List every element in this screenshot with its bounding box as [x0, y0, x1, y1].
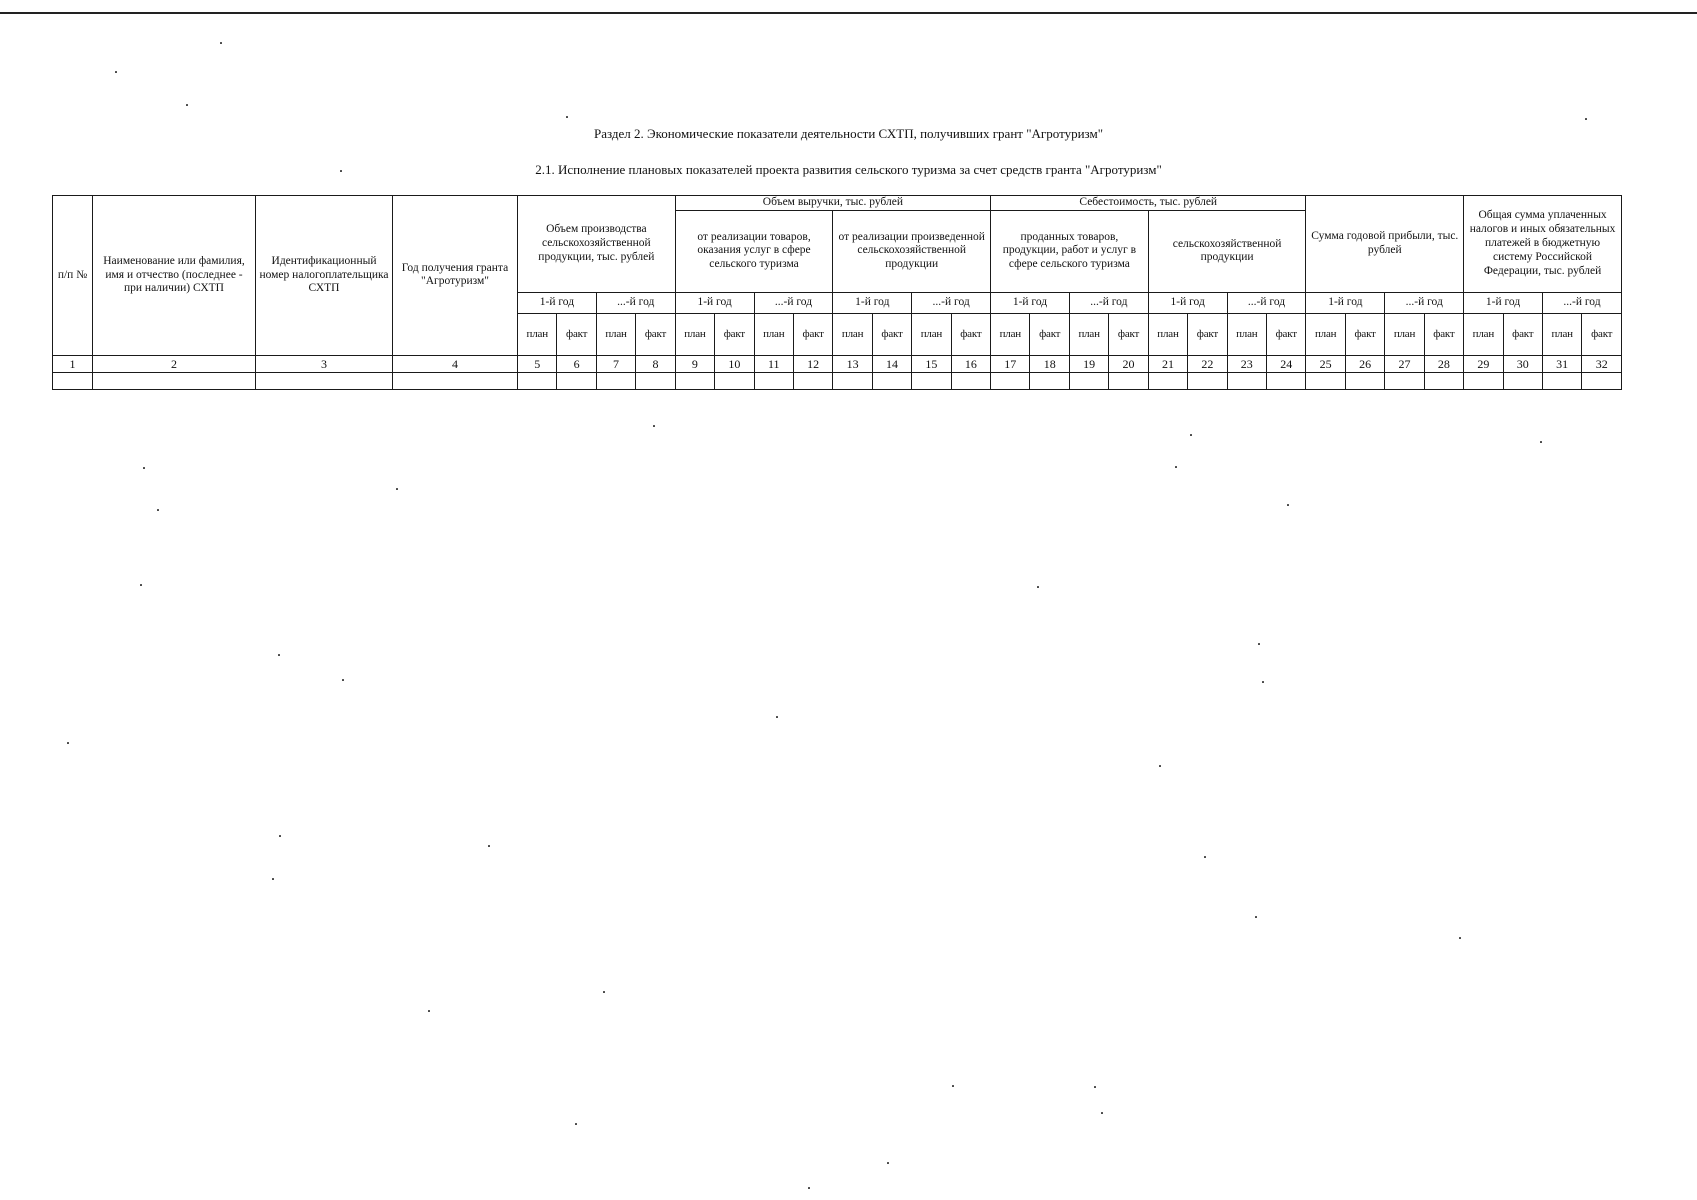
- scan-speck: [1585, 118, 1587, 120]
- header-cost-tourism: проданных товаров, продукции, работ и услуг в сфере сельского туризма: [991, 210, 1149, 292]
- column-number-cell: 27: [1385, 355, 1424, 372]
- plan-fact-cell: план: [912, 313, 951, 355]
- year-cell: 1-й год: [518, 292, 597, 313]
- year-cell: ...-й год: [1542, 292, 1621, 313]
- scan-speck: [653, 425, 655, 427]
- empty-cell: [715, 372, 754, 389]
- column-number-cell: 6: [557, 355, 596, 372]
- header-production-volume: Объем производства сельскохозяйственной продукции, тыс. рублей: [518, 196, 676, 293]
- scan-speck: [1101, 1112, 1103, 1114]
- plan-fact-cell: факт: [1267, 313, 1306, 355]
- header-col-inn: Идентификационный номер налогоплательщика СХТП: [256, 196, 393, 356]
- scan-speck: [1459, 937, 1461, 939]
- empty-cell: [793, 372, 832, 389]
- scan-speck: [1540, 441, 1542, 443]
- scan-speck: [1037, 586, 1039, 588]
- plan-fact-cell: план: [833, 313, 872, 355]
- plan-fact-cell: факт: [1345, 313, 1384, 355]
- plan-fact-cell: план: [991, 313, 1030, 355]
- section-title: Раздел 2. Экономические показатели деятельности СХТП, получивших грант "Агротуризм": [593, 126, 1104, 141]
- plan-fact-cell: план: [518, 313, 557, 355]
- plan-fact-cell: план: [1227, 313, 1266, 355]
- column-number-cell: 13: [833, 355, 872, 372]
- empty-cell: [557, 372, 596, 389]
- empty-cell: [1188, 372, 1227, 389]
- scan-speck: [776, 716, 778, 718]
- column-number-cell: 30: [1503, 355, 1542, 372]
- empty-cell: [1464, 372, 1503, 389]
- empty-cell: [991, 372, 1030, 389]
- scan-speck: [808, 1187, 810, 1189]
- empty-cell: [93, 372, 256, 389]
- column-number-cell: 16: [951, 355, 990, 372]
- scan-speck: [603, 991, 605, 993]
- plan-fact-cell: факт: [715, 313, 754, 355]
- header-taxes-total: Общая сумма уплаченных налогов и иных обязательных платежей в бюджетную систему Российской Федерации, тыс. рублей: [1464, 196, 1622, 293]
- header-col-name: Наименование или фамилия, имя и отчество (последнее - при наличии) СХТП: [93, 196, 256, 356]
- plan-fact-cell: план: [1148, 313, 1187, 355]
- scan-speck: [1190, 434, 1192, 436]
- scan-speck: [575, 1123, 577, 1125]
- empty-cell: [596, 372, 635, 389]
- scan-speck: [428, 1010, 430, 1012]
- plan-fact-cell: факт: [951, 313, 990, 355]
- report-table: [52, 195, 1622, 390]
- column-number-cell: 2: [93, 355, 256, 372]
- year-cell: ...-й год: [1227, 292, 1306, 313]
- subsection-title: 2.1. Исполнение плановых показателей проекта развития сельского туризма за счет средств гранта "Агротуризм": [535, 162, 1162, 177]
- scan-speck: [272, 878, 274, 880]
- plan-fact-cell: факт: [557, 313, 596, 355]
- scan-speck: [140, 584, 142, 586]
- empty-cell: [393, 372, 518, 389]
- empty-cell: [518, 372, 557, 389]
- scan-speck: [342, 679, 344, 681]
- plan-fact-cell: план: [1069, 313, 1108, 355]
- empty-data-row: [53, 372, 1622, 389]
- empty-cell: [256, 372, 393, 389]
- empty-cell: [1148, 372, 1187, 389]
- header-cost: Себестоимость, тыс. рублей: [991, 196, 1306, 211]
- scan-speck: [1159, 765, 1161, 767]
- empty-cell: [1385, 372, 1424, 389]
- column-number-cell: 20: [1109, 355, 1148, 372]
- plan-fact-cell: факт: [872, 313, 911, 355]
- scan-speck: [488, 845, 490, 847]
- column-number-row: [53, 355, 1622, 372]
- column-number-cell: 32: [1582, 355, 1622, 372]
- empty-cell: [1345, 372, 1384, 389]
- header-revenue-volume: Объем выручки, тыс. рублей: [675, 196, 990, 211]
- plan-fact-cell: план: [675, 313, 714, 355]
- plan-fact-cell: план: [596, 313, 635, 355]
- scan-speck: [278, 654, 280, 656]
- column-number-cell: 1: [53, 355, 93, 372]
- column-number-cell: 19: [1069, 355, 1108, 372]
- column-number-cell: 23: [1227, 355, 1266, 372]
- empty-cell: [636, 372, 675, 389]
- empty-cell: [1030, 372, 1069, 389]
- column-number-cell: 25: [1306, 355, 1345, 372]
- column-number-cell: 3: [256, 355, 393, 372]
- column-number-cell: 26: [1345, 355, 1384, 372]
- plan-fact-cell: факт: [1503, 313, 1542, 355]
- scan-speck: [143, 467, 145, 469]
- year-cell: ...-й год: [1069, 292, 1148, 313]
- year-cell: ...-й год: [754, 292, 833, 313]
- empty-cell: [1582, 372, 1622, 389]
- column-number-cell: 21: [1148, 355, 1187, 372]
- scan-speck: [340, 170, 342, 172]
- scan-speck: [1255, 916, 1257, 918]
- column-number-cell: 11: [754, 355, 793, 372]
- plan-fact-cell: план: [1306, 313, 1345, 355]
- plan-fact-cell: факт: [636, 313, 675, 355]
- header-col-num: п/п №: [53, 196, 93, 356]
- scan-speck: [67, 742, 69, 744]
- plan-fact-cell: факт: [1030, 313, 1069, 355]
- empty-cell: [1424, 372, 1463, 389]
- header-revenue-tourism: от реализации товаров, оказания услуг в сфере сельского туризма: [675, 210, 833, 292]
- column-number-cell: 7: [596, 355, 635, 372]
- year-cell: ...-й год: [1385, 292, 1464, 313]
- plan-fact-cell: план: [1542, 313, 1581, 355]
- empty-cell: [1306, 372, 1345, 389]
- plan-fact-cell: план: [754, 313, 793, 355]
- plan-fact-cell: план: [1385, 313, 1424, 355]
- empty-cell: [1542, 372, 1581, 389]
- scan-speck: [1287, 504, 1289, 506]
- column-number-cell: 10: [715, 355, 754, 372]
- header-revenue-agri: от реализации произведенной сельскохозяйственной продукции: [833, 210, 991, 292]
- empty-cell: [951, 372, 990, 389]
- scan-speck: [157, 509, 159, 511]
- column-number-cell: 22: [1188, 355, 1227, 372]
- column-number-cell: 8: [636, 355, 675, 372]
- plan-fact-cell: факт: [1109, 313, 1148, 355]
- header-annual-profit: Сумма годовой прибыли, тыс. рублей: [1306, 196, 1464, 293]
- column-number-cell: 12: [793, 355, 832, 372]
- plan-fact-cell: факт: [1582, 313, 1622, 355]
- header-col-year: Год получения гранта "Агротуризм": [393, 196, 518, 356]
- year-cell: 1-й год: [675, 292, 754, 313]
- column-number-cell: 9: [675, 355, 714, 372]
- scan-speck: [1175, 466, 1177, 468]
- column-number-cell: 5: [518, 355, 557, 372]
- plan-fact-cell: факт: [1188, 313, 1227, 355]
- column-number-cell: 17: [991, 355, 1030, 372]
- scan-speck: [279, 835, 281, 837]
- empty-cell: [1227, 372, 1266, 389]
- empty-cell: [833, 372, 872, 389]
- empty-cell: [1267, 372, 1306, 389]
- column-number-cell: 18: [1030, 355, 1069, 372]
- year-cell: 1-й год: [1464, 292, 1543, 313]
- column-number-cell: 29: [1464, 355, 1503, 372]
- empty-cell: [912, 372, 951, 389]
- scan-speck: [115, 71, 117, 73]
- empty-cell: [754, 372, 793, 389]
- column-number-cell: 24: [1267, 355, 1306, 372]
- year-cell: 1-й год: [833, 292, 912, 313]
- empty-cell: [1069, 372, 1108, 389]
- empty-cell: [1109, 372, 1148, 389]
- plan-fact-cell: факт: [793, 313, 832, 355]
- year-cell: 1-й год: [1148, 292, 1227, 313]
- scan-speck: [186, 104, 188, 106]
- year-cell: ...-й год: [596, 292, 675, 313]
- header-cost-agri: сельскохозяйственной продукции: [1148, 210, 1306, 292]
- year-cell: 1-й год: [1306, 292, 1385, 313]
- scan-speck: [952, 1085, 954, 1087]
- empty-cell: [675, 372, 714, 389]
- scan-speck: [396, 488, 398, 490]
- column-number-cell: 14: [872, 355, 911, 372]
- scan-speck: [220, 42, 222, 44]
- plan-fact-cell: факт: [1424, 313, 1463, 355]
- column-number-cell: 28: [1424, 355, 1463, 372]
- column-number-cell: 31: [1542, 355, 1581, 372]
- empty-cell: [1503, 372, 1542, 389]
- scan-speck: [1258, 643, 1260, 645]
- year-cell: 1-й год: [991, 292, 1070, 313]
- header-row-1: [53, 196, 1622, 211]
- plan-fact-cell: план: [1464, 313, 1503, 355]
- column-number-cell: 15: [912, 355, 951, 372]
- scan-speck: [887, 1162, 889, 1164]
- scan-speck: [1094, 1086, 1096, 1088]
- empty-cell: [53, 372, 93, 389]
- top-border-line: [0, 12, 1697, 14]
- scan-speck: [1262, 681, 1264, 683]
- scan-speck: [1204, 856, 1206, 858]
- scan-speck: [566, 116, 568, 118]
- column-number-cell: 4: [393, 355, 518, 372]
- year-cell: ...-й год: [912, 292, 991, 313]
- empty-cell: [872, 372, 911, 389]
